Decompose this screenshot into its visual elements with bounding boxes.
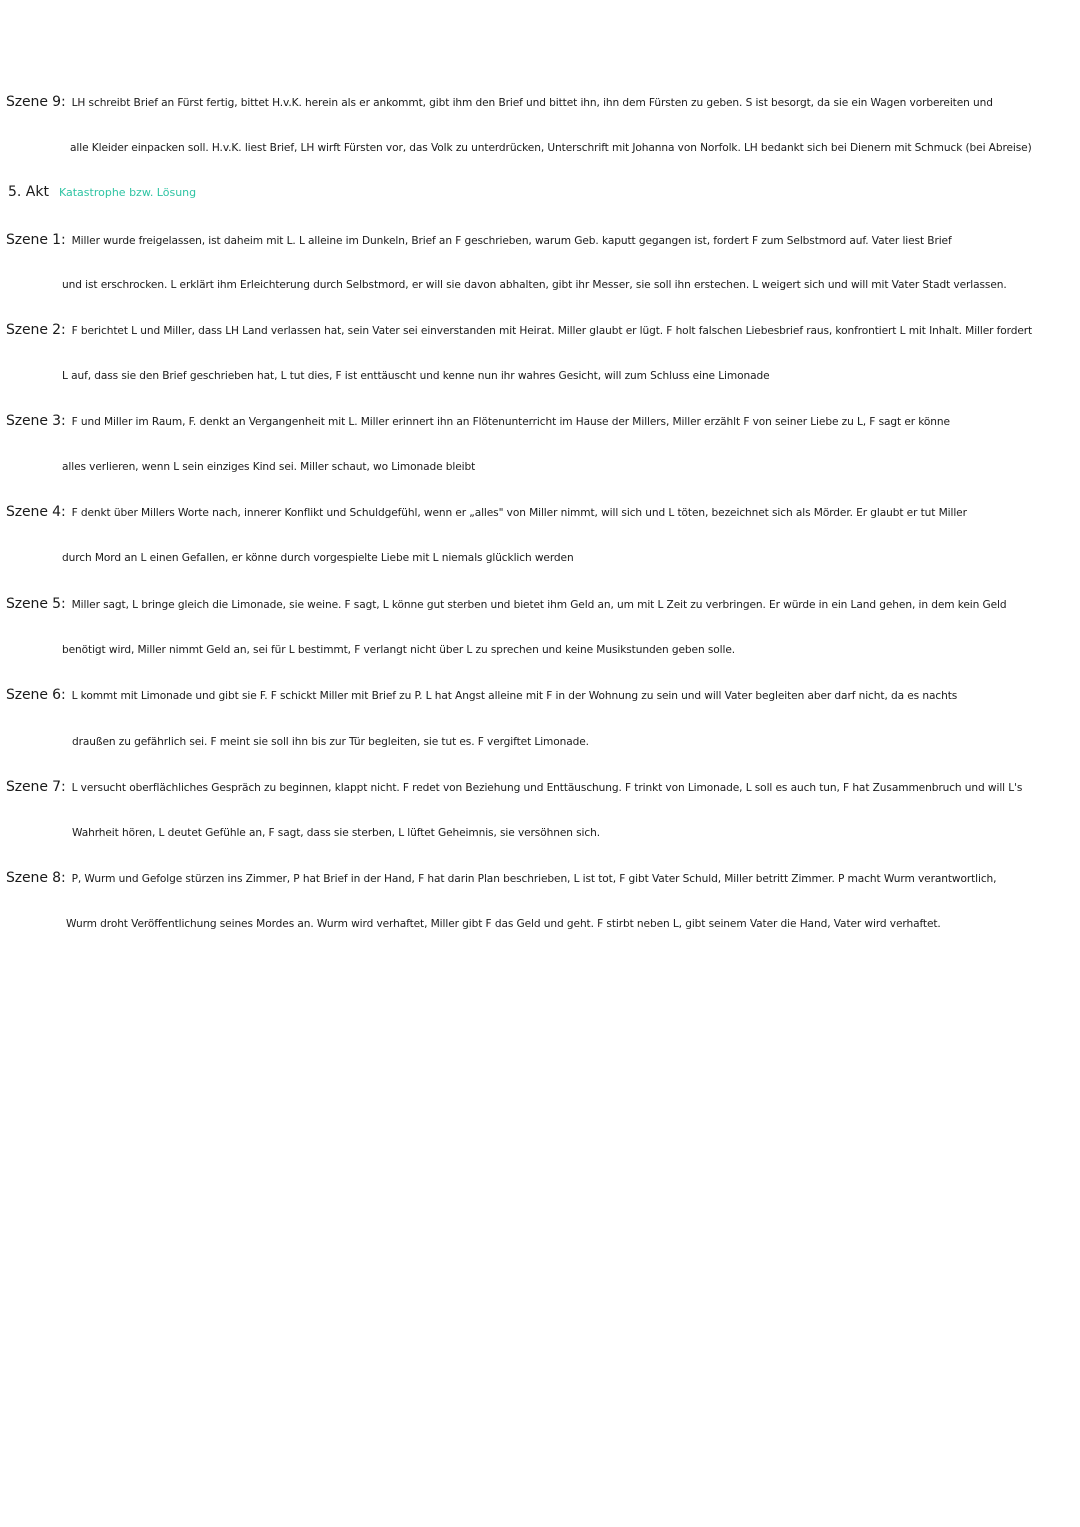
scene-4-text-1: F denkt über Millers Worte nach, innerer Konflikt und Schuldgefühl, wenn er „alles" von Miller nimmt, will sich und L töten, bezeichnet sich als Mörder. Er glaubt er tut Miller xyxy=(71,507,967,519)
scene-1-text-1: Miller wurde freigelassen, ist daheim mit L. L alleine im Dunkeln, Brief an F geschrieben, warum Geb. kaputt gegangen ist, fordert F zum Selbstmord auf. Vater liest Brief xyxy=(71,235,952,247)
scene-9-label: Szene 9: xyxy=(6,95,66,110)
scene-5-text-2: benötigt wird, Miller nimmt Geld an, sei für L bestimmt, F verlangt nicht über L zu sprechen und keine Musikstunden geben solle. xyxy=(62,644,736,656)
scene-1-label: Szene 1: xyxy=(6,233,66,248)
scene-2-text-2: L auf, dass sie den Brief geschrieben hat, L tut dies, F ist enttäuscht und kenne nun ihr wahres Gesicht, will zum Schluss eine Limonade xyxy=(62,370,770,382)
scene-7-text-2: Wahrheit hören, L deutet Gefühle an, F sagt, dass sie sterben, L lüftet Geheimnis, sie versöhnen sich. xyxy=(72,827,601,839)
scene-9-text-1: LH schreibt Brief an Fürst fertig, bittet H.v.K. herein als er ankommt, gibt ihm den Brief und bittet ihn, ihn dem Fürsten zu geben. S ist besorgt, da sie ein Wagen vorbereiten und xyxy=(71,97,993,109)
scene-3-text-1: F und Miller im Raum, F. denkt an Vergangenheit mit L. Miller erinnert ihn an Flötenunterricht im Hause der Millers, Miller erzählt F von seiner Liebe zu L, F sagt er könne xyxy=(71,416,950,428)
scene-6-text-1: L kommt mit Limonade und gibt sie F. F schickt Miller mit Brief zu P. L hat Angst alleine mit F in der Wohnung zu sein und will Vater begleiten aber darf nicht, da es nachts xyxy=(71,690,958,702)
scene-8-line-1 xyxy=(0,871,1080,886)
scene-2-label: Szene 2: xyxy=(6,323,66,338)
scene-5-line-2 xyxy=(0,643,1080,657)
scene-7-line-2 xyxy=(0,826,1080,840)
act-5-subtitle: Katastrophe bzw. Lösung xyxy=(58,186,197,199)
scene-1-line-1 xyxy=(0,233,1080,248)
scene-5-label: Szene 5: xyxy=(6,597,66,612)
scene-6-line-1 xyxy=(0,688,1080,703)
scene-8-text-1: P, Wurm und Gefolge stürzen ins Zimmer, P hat Brief in der Hand, F hat darin Plan beschrieben, L ist tot, F gibt Vater Schuld, Miller betritt Zimmer. P macht Wurm verantwortlich, xyxy=(71,873,997,885)
scene-9-line-2 xyxy=(0,141,1080,155)
act-5-heading xyxy=(8,183,196,202)
scene-7-line-1 xyxy=(0,780,1080,795)
scene-2-line-2 xyxy=(0,369,1080,383)
scene-6-label: Szene 6: xyxy=(6,688,66,703)
act-5-label: 5. Akt xyxy=(8,184,49,200)
scene-4-line-1 xyxy=(0,505,1080,520)
scene-9-line-1 xyxy=(0,95,1080,110)
scene-3-label: Szene 3: xyxy=(6,414,66,429)
scene-2-text-1: F berichtet L und Miller, dass LH Land verlassen hat, sein Vater sei einverstanden mit Heirat. Miller glaubt er lügt. F holt falschen Liebesbrief raus, konfrontiert L mit Inhalt. Miller fordert xyxy=(71,325,1033,337)
scene-3-line-1 xyxy=(0,414,1080,429)
scene-5-line-1 xyxy=(0,597,1080,612)
scene-4-text-2: durch Mord an L einen Gefallen, er könne durch vorgespielte Liebe mit L niemals glücklich werden xyxy=(62,552,574,564)
scene-8-label: Szene 8: xyxy=(6,871,66,886)
scene-3-text-2: alles verlieren, wenn L sein einziges Kind sei. Miller schaut, wo Limonade bleibt xyxy=(62,461,476,473)
scene-9-text-2: alle Kleider einpacken soll. H.v.K. liest Brief, LH wirft Fürsten vor, das Volk zu unterdrücken, Unterschrift mit Johanna von Norfolk. LH bedankt sich bei Dienern mit Schmuck (bei Abreise) xyxy=(70,142,1032,154)
scene-7-text-1: L versucht oberflächliches Gespräch zu beginnen, klappt nicht. F redet von Beziehung und Enttäuschung. F trinkt von Limonade, L soll es auch tun, F hat Zusammenbruch und will L's xyxy=(71,782,1023,794)
scene-6-text-2: draußen zu gefährlich sei. F meint sie soll ihn bis zur Tür begleiten, sie tut es. F vergiftet Limonade. xyxy=(72,736,589,748)
scene-7-label: Szene 7: xyxy=(6,780,66,795)
scene-2-line-1 xyxy=(0,323,1080,338)
scene-4-label: Szene 4: xyxy=(6,505,66,520)
scene-4-line-2 xyxy=(0,551,1080,565)
scene-8-line-2 xyxy=(0,917,1080,931)
scene-1-line-2 xyxy=(0,278,1080,292)
scene-3-line-2 xyxy=(0,460,1080,474)
scene-8-text-2: Wurm droht Veröffentlichung seines Mordes an. Wurm wird verhaftet, Miller gibt F das Geld und geht. F stirbt neben L, gibt seinem Vater die Hand, Vater wird verhaftet. xyxy=(66,918,941,930)
scene-1-text-2: und ist erschrocken. L erklärt ihm Erleichterung durch Selbstmord, er will sie davon abhalten, gibt ihr Messer, sie soll ihn erstechen. L weigert sich und will mit Vater Stadt verlassen. xyxy=(62,279,1007,291)
scene-5-text-1: Miller sagt, L bringe gleich die Limonade, sie weine. F sagt, L könne gut sterben und bietet ihm Geld an, um mit L Zeit zu verbringen. Er würde in ein Land gehen, in dem kein Geld xyxy=(71,599,1007,611)
scene-6-line-2 xyxy=(0,735,1080,749)
